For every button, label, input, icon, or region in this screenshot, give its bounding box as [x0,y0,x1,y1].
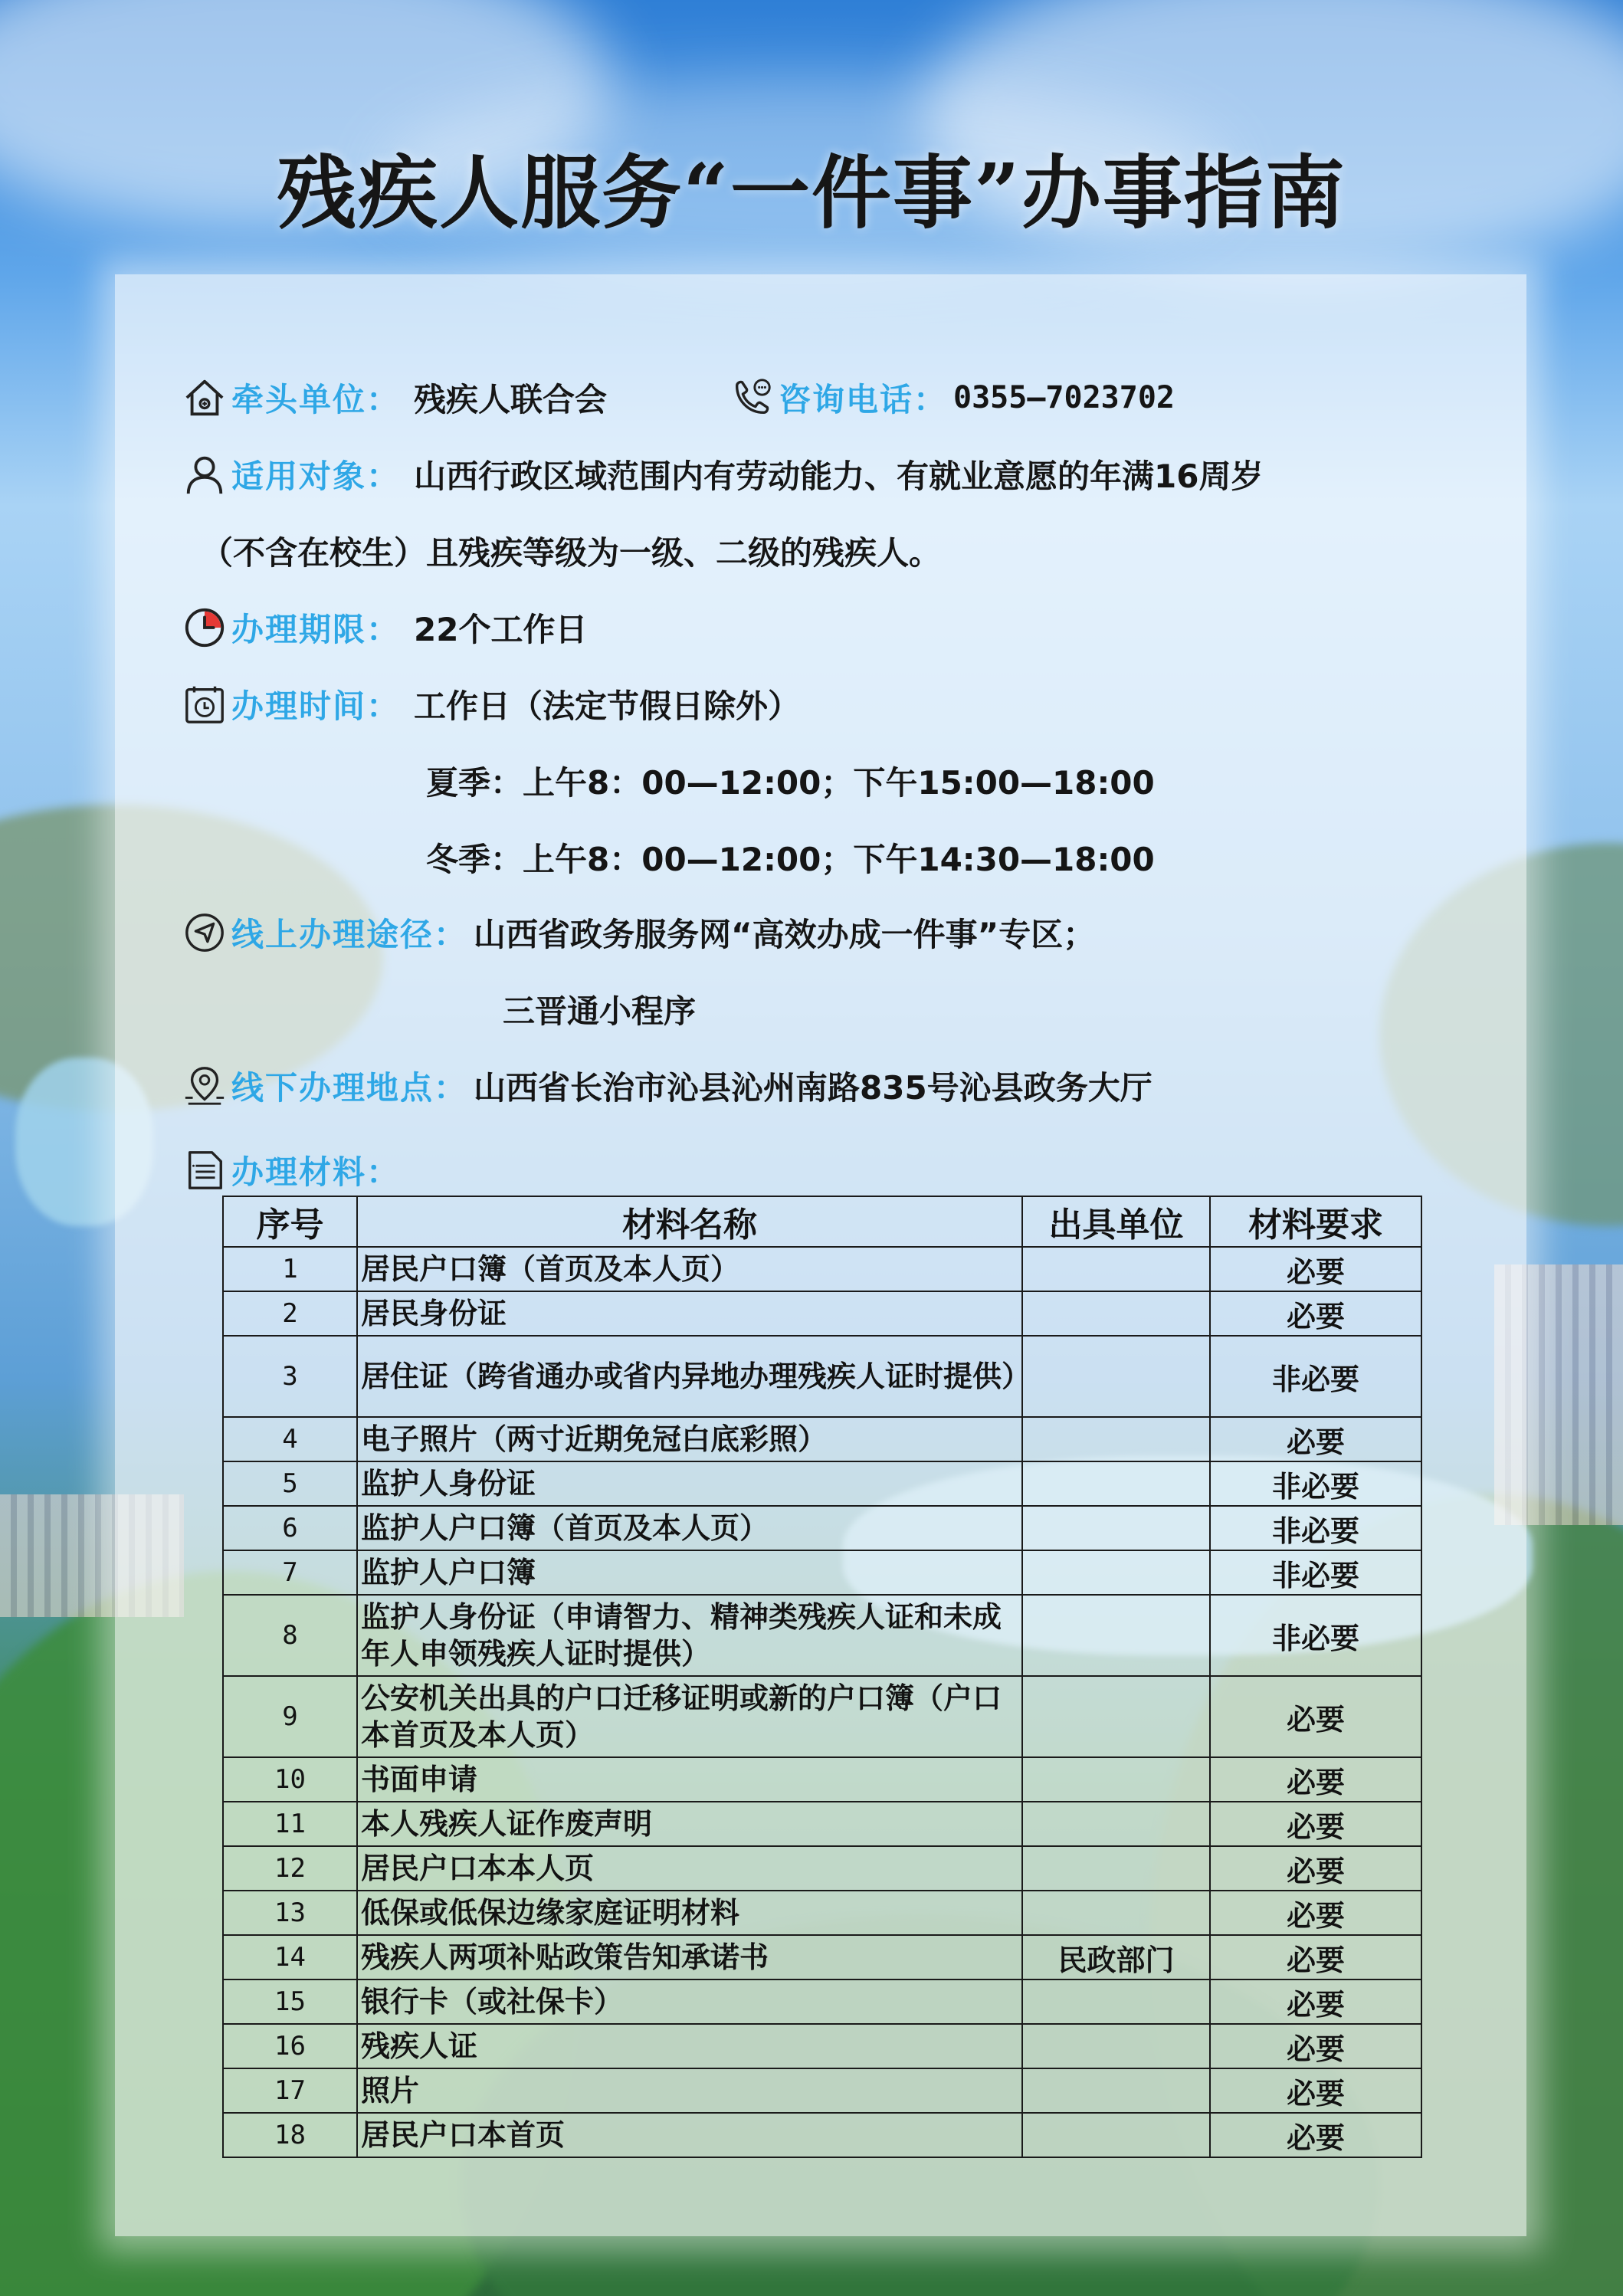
period-value: 22个工作日 [414,611,588,648]
location-pin-icon [181,1062,228,1110]
table-row [223,1247,1421,1291]
online-line2: 三晋通小程序 [503,992,697,1030]
phone-label: 咨询电话： [779,381,948,418]
material-name: 居民户口簿（首页及本人页） [357,1247,1022,1291]
materials-label: 办理材料： [231,1153,401,1191]
table-row [223,1291,1421,1336]
row-number: 6 [223,1506,357,1550]
table-row [223,1979,1421,2024]
material-name: 居民户口本本人页 [357,1846,1022,1891]
material-name: 居民身份证 [357,1291,1022,1336]
page-title: 残疾人服务“一件事”办事指南 [277,146,1346,240]
table-row [223,1417,1421,1461]
materials-table [222,1196,1422,2158]
table-row [223,1935,1421,1979]
material-requirement: 必要 [1210,1802,1421,1846]
row-number: 16 [223,2024,357,2068]
table-row [223,2113,1421,2157]
issuing-unit [1022,2113,1210,2157]
issuing-unit [1022,1846,1210,1891]
row-number: 1 [223,1247,357,1291]
row-number: 14 [223,1935,357,1979]
hours-row [181,677,800,731]
row-number: 4 [223,1417,357,1461]
table-row [223,1802,1421,1846]
row-number: 10 [223,1757,357,1802]
row-number: 17 [223,2068,357,2113]
hours-winter-row [426,831,1155,884]
material-requirement: 必要 [1210,2068,1421,2113]
material-requirement: 非必要 [1210,1550,1421,1595]
table-row [223,2068,1421,2113]
row-number: 5 [223,1461,357,1506]
issuing-unit [1022,2068,1210,2113]
issuing-unit [1022,1676,1210,1757]
target-label: 适用对象： [231,458,401,495]
header-unit: 出具单位 [1022,1196,1210,1247]
material-name: 监护人户口簿（首页及本人页） [357,1506,1022,1550]
materials-table-body [223,1247,1421,2157]
material-name: 居民户口本首页 [357,2113,1022,2157]
table-row [223,1336,1421,1417]
table-row [223,1676,1421,1757]
material-name: 本人残疾人证作废声明 [357,1802,1022,1846]
online-label: 线上办理途径： [231,916,468,953]
issuing-unit [1022,1550,1210,1595]
material-requirement: 非必要 [1210,1336,1421,1417]
material-requirement: 必要 [1210,1676,1421,1757]
material-requirement: 非必要 [1210,1461,1421,1506]
lead-unit-value: 残疾人联合会 [414,381,608,418]
material-name: 银行卡（或社保卡） [357,1979,1022,2024]
material-requirement: 必要 [1210,2024,1421,2068]
row-number: 18 [223,2113,357,2157]
offline-value: 山西省长治市沁县沁州南路835号沁县政务大厅 [474,1069,1152,1107]
issuing-unit [1022,1979,1210,2024]
issuing-unit [1022,1247,1210,1291]
header-name: 材料名称 [357,1196,1022,1247]
calendar-clock-icon [181,681,228,728]
document-list-icon [181,1146,228,1194]
issuing-unit [1022,1506,1210,1550]
period-label: 办理期限： [231,611,401,648]
table-row [223,1595,1421,1676]
header-no: 序号 [223,1196,357,1247]
material-name: 居住证（跨省通办或省内异地办理残疾人证时提供） [357,1336,1022,1417]
online-line1: 山西省政务服务网“高效办成一件事”专区； [474,916,1096,953]
material-requirement: 非必要 [1210,1595,1421,1676]
table-row [223,1550,1421,1595]
online-row-2 [503,982,696,1036]
issuing-unit [1022,1891,1210,1935]
material-name: 照片 [357,2068,1022,2113]
row-number: 9 [223,1676,357,1757]
hours-label: 办理时间： [231,687,401,725]
materials-heading-row [181,1143,400,1197]
issuing-unit: 民政部门 [1022,1935,1210,1979]
material-name: 电子照片（两寸近期免冠白底彩照） [357,1417,1022,1461]
row-number: 12 [223,1846,357,1891]
material-name: 监护人身份证 [357,1461,1022,1506]
material-requirement: 必要 [1210,1846,1421,1891]
phone-value: 0355—7023702 [953,380,1175,415]
table-row [223,1757,1421,1802]
row-number: 8 [223,1595,357,1676]
phone-row [728,371,1175,425]
phone-icon [728,374,775,421]
row-number: 2 [223,1291,357,1336]
issuing-unit [1022,1802,1210,1846]
table-row [223,1846,1421,1891]
target-line1: 山西行政区域范围内有劳动能力、有就业意愿的年满16周岁 [414,458,1264,495]
row-number: 11 [223,1802,357,1846]
material-requirement: 必要 [1210,1417,1421,1461]
material-requirement: 必要 [1210,1891,1421,1935]
table-row [223,1461,1421,1506]
online-row [181,906,1095,959]
clock-icon [181,604,228,651]
issuing-unit [1022,1291,1210,1336]
material-name: 监护人身份证（申请智力、精神类残疾人证和未成年人申领残疾人证时提供） [357,1595,1022,1676]
lead-unit-row [181,371,607,425]
hours-winter: 冬季：上午8：00—12:00；下午14:30—18:00 [426,841,1155,878]
navigation-icon [181,909,228,956]
issuing-unit [1022,1595,1210,1676]
material-requirement: 必要 [1210,1757,1421,1802]
period-row [181,601,587,654]
material-name: 书面申请 [357,1757,1022,1802]
table-row [223,2024,1421,2068]
row-number: 13 [223,1891,357,1935]
material-requirement: 必要 [1210,1979,1421,2024]
issuing-unit [1022,1417,1210,1461]
material-requirement: 必要 [1210,1247,1421,1291]
hours-summer-row [426,754,1155,808]
person-icon [181,451,228,498]
issuing-unit [1022,2024,1210,2068]
material-name: 残疾人两项补贴政策告知承诺书 [357,1935,1022,1979]
table-row [223,1891,1421,1935]
house-icon [181,374,228,421]
hours-summer: 夏季：上午8：00—12:00；下午15:00—18:00 [426,764,1155,802]
offline-row [181,1059,1152,1113]
issuing-unit [1022,1336,1210,1417]
material-requirement: 非必要 [1210,1506,1421,1550]
issuing-unit [1022,1461,1210,1506]
material-name: 监护人户口簿 [357,1550,1022,1595]
target-row-2 [201,524,941,578]
row-number: 3 [223,1336,357,1417]
issuing-unit [1022,1757,1210,1802]
material-name: 残疾人证 [357,2024,1022,2068]
material-requirement: 必要 [1210,2113,1421,2157]
row-number: 15 [223,1979,357,2024]
header-requirement: 材料要求 [1210,1196,1421,1247]
offline-label: 线下办理地点： [231,1069,468,1107]
material-name: 公安机关出具的户口迁移证明或新的户口簿（户口本首页及本人页） [357,1676,1022,1757]
material-requirement: 必要 [1210,1291,1421,1336]
target-line2: （不含在校生）且残疾等级为一级、二级的残疾人。 [201,534,942,572]
material-name: 低保或低保边缘家庭证明材料 [357,1891,1022,1935]
row-number: 7 [223,1550,357,1595]
target-row [181,448,1263,501]
lead-unit-label: 牵头单位： [231,381,401,418]
table-row [223,1506,1421,1550]
material-requirement: 必要 [1210,1935,1421,1979]
hours-value: 工作日（法定节假日除外） [414,687,801,725]
